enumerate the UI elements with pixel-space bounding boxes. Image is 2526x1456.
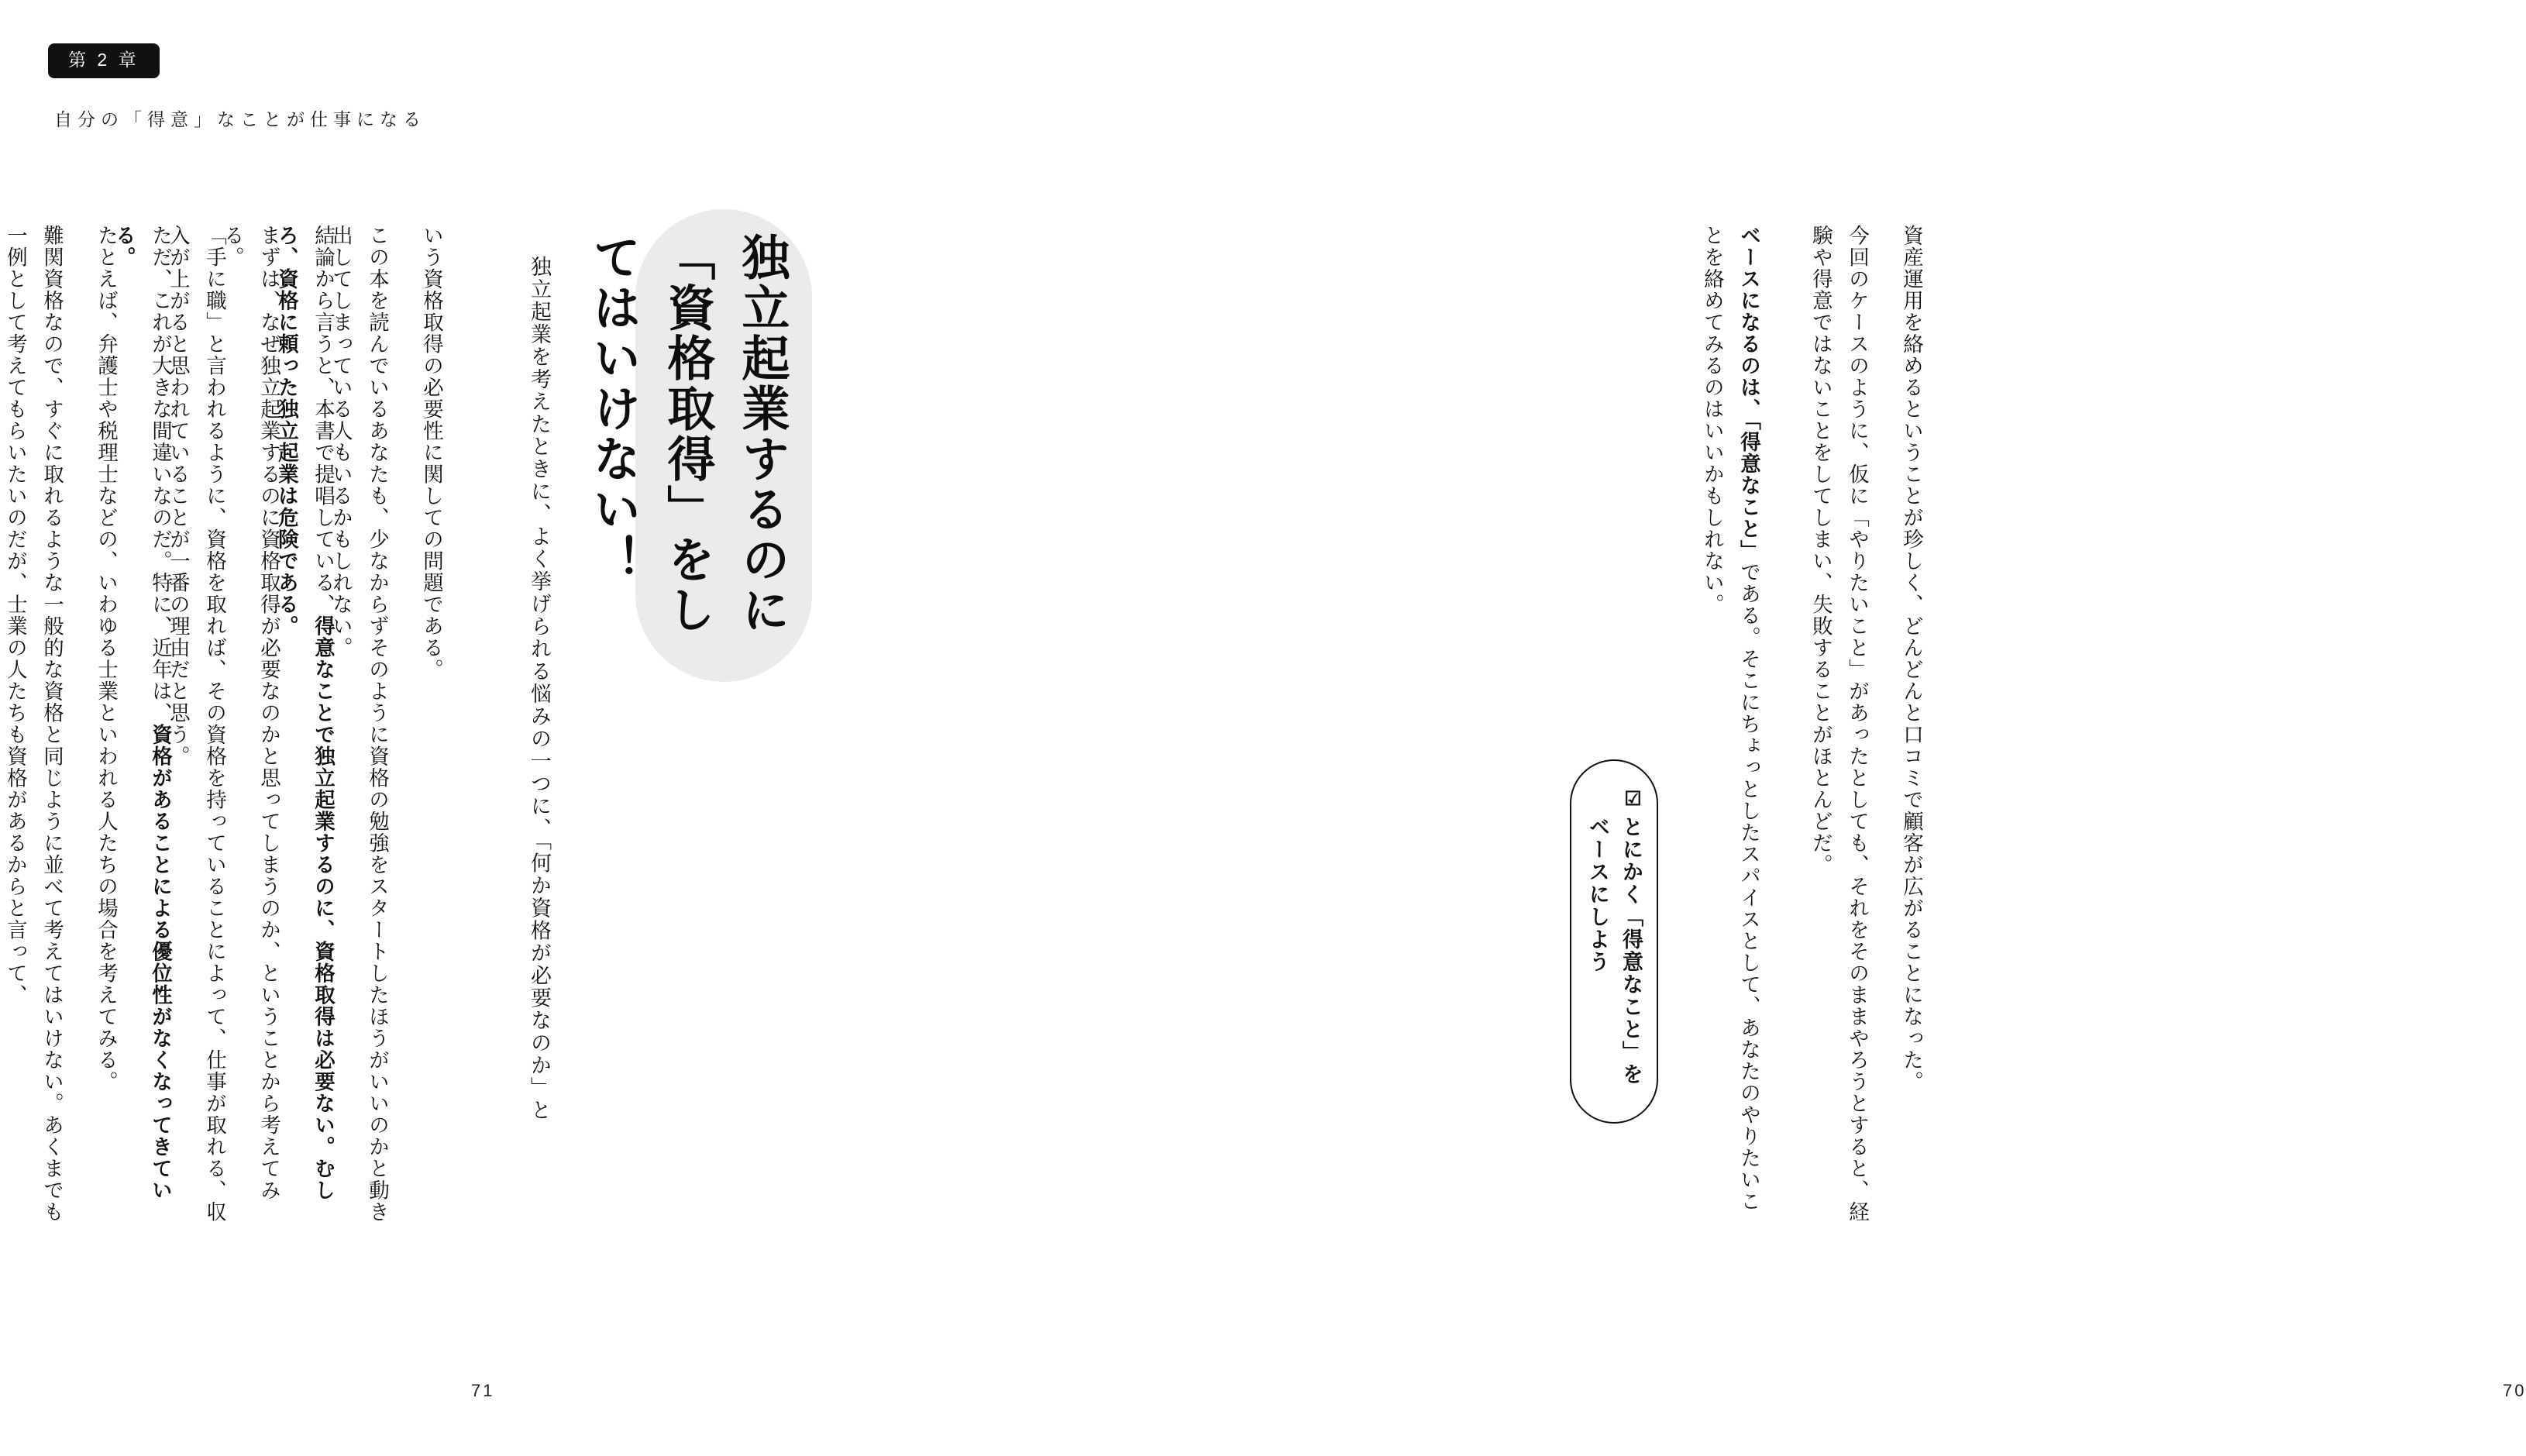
paragraph-line: 「手に職」と言われるように、資格を取れば、その資格を持っていることによって、仕事が取れる、収入が上がると思われていることが一番の理由だと思う。 xyxy=(166,225,226,1223)
paragraph-line: 難関資格なので、すぐに取れるような一般的な資格と同じように並べて考えてはいけない。あくまでも一例として考えてもらいたいのだが、士業の人たちも資格があるからと言って、 xyxy=(3,225,64,1223)
page-71 xyxy=(0,0,992,1456)
callout-text: とにかく「得意なこと」をベースにしよう xyxy=(1585,816,1643,1086)
page-70 xyxy=(992,0,2526,1456)
callout-box xyxy=(1570,759,1658,1124)
chapter-tag: 第 2 章 xyxy=(48,43,160,78)
lead-paragraph: 独立起業を考えたときに、よく挙げられる悩みの一つに、「何か資格が必要なのか」と xyxy=(528,256,551,1122)
page-number: 70 xyxy=(2503,1381,2526,1400)
paragraph-line: たとえば、弁護士や税理士などの、いわゆる士業といわれる人たちの場合を考えてみる。 xyxy=(95,225,118,1093)
running-head: 自分の「得意」なことが仕事になる xyxy=(54,109,426,129)
page-number: 71 xyxy=(471,1381,495,1400)
paragraph-line: 結論から言うと、本書で提唱している、得意なことで独立起業するのに、資格取得は必要ない。むしろ、資格に頼った独立起業は危険である。 xyxy=(274,225,335,1201)
paragraph-line: ただ、これが大きな間違いなのだ。特に、近年は、資格があることによる優位性がなくなってきている。 xyxy=(112,225,172,1201)
paragraph-line: 資産運用を絡めるということが珍しく、どんどんと口コミで顧客が広がることになった。 xyxy=(1900,225,1923,1093)
paragraph-line: この本を読んでいるあなたも、少なからずそのように資格の勉強をスタートしたほうがいいのかと動き出してしまっている人もいるかもしれない。 xyxy=(329,225,389,1223)
checkbox-icon: ☑ xyxy=(1622,787,1643,811)
page-title: 独立起業するのに 「資格取得」をしてはいけない！ xyxy=(585,232,787,635)
paragraph-line: ベースになるのは、「得意なこと」である。そこにちょっとしたスパイスとして、あなたのやりたいことを絡めてみるのはいいかもしれない。 xyxy=(1700,225,1760,1213)
paragraph-line: まずは、なぜ独立起業するのに資格取得が必要なのかと思ってしまうのか、ということから考えてみる。 xyxy=(220,225,280,1201)
paragraph-line: いう資格取得の必要性に関しての問題である。 xyxy=(420,225,443,680)
paragraph-line: 今回のケースのように、仮に「やりたいこと」があったとしても、それをそのままやろうとすると、経験や得意ではないことをしてしまい、失敗することがほとんどだ。 xyxy=(1808,225,1869,1223)
